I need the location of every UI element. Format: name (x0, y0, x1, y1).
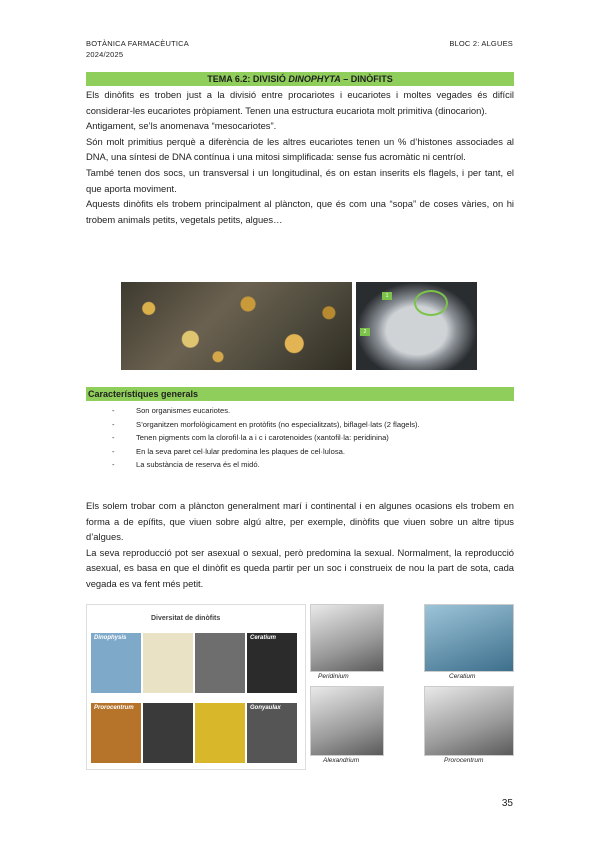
list-item: - La substància de reserva és el midó. (106, 458, 420, 472)
sem-label-2: 2 (360, 328, 370, 336)
sem-label-1: 1 (382, 292, 392, 300)
tile-image (143, 703, 193, 763)
tile-image (143, 633, 193, 693)
prorocentrum-caption: Prorocentrum (444, 757, 484, 764)
title-italic: DINOPHYTA (288, 74, 341, 84)
diversity-figure (86, 604, 306, 770)
list-item: - Son organismes eucariotes. (106, 404, 420, 418)
peridinium-image (310, 604, 384, 672)
course-name: BOTÀNICA FARMACÈUTICA (86, 39, 189, 48)
characteristics-list (106, 404, 420, 472)
block-header: BLOC 2: ALGUES (449, 39, 513, 48)
tile-dinophysis: Dinophysis (91, 633, 141, 693)
ceratium-image (424, 604, 514, 672)
title-prefix: TEMA 6.2: DIVISIÓ (207, 74, 289, 84)
ceratium-caption: Ceratium (449, 673, 476, 680)
intro-paragraph: Antigament, se’ls anomenava “mesocariotes”. (86, 120, 277, 132)
title-suffix: – DINÒFITS (340, 74, 393, 84)
list-item: - S’organitzen morfològicament en protòfits (no especialitzats), biflagel·lats (2 flagels). (106, 418, 420, 432)
diversity-title: Diversitat de dinòfits (151, 615, 221, 622)
peridinium-caption: Peridinium (318, 673, 349, 680)
page-title (86, 72, 514, 86)
body-paragraph: La seva reproducció pot ser asexual o sexual, però predomina la sexual. Normalment, la reproducció asexual, es basa en que el dinòfit es queda partir per un soc i construeix de nou la part de sota, cada vegada es va fent més petit. (86, 546, 514, 589)
alexandrium-caption: Alexandrium (323, 757, 360, 764)
intro-paragraph: Són molt primitius perquè a diferència de les altres eucariotes tenen un % d’histones associades al DNA, una síntesi de DNA contínua i una mitosi simplificada: sense fus acromàtic ni centríol. (86, 135, 514, 163)
intro-text (86, 87, 514, 227)
body-text (86, 498, 514, 592)
tile-image (195, 703, 245, 763)
intro-paragraph: Els dinòfits es troben just a la divisió entre procariotes i eucariotes i moltes vegades és difícil considerar-les eucariotes pròpiament. Tenen una estructura eucariota molt primitiva (dinocarion). (86, 89, 514, 116)
tile-prorocentrum: Prorocentrum (91, 703, 141, 763)
alexandrium-image (310, 686, 384, 756)
list-item: - Tenen pigments com la clorofil·la a i c i carotenoides (xantofil·la: peridinina) (106, 431, 420, 445)
tile-ceratium: Ceratium (247, 633, 297, 693)
plankton-micrograph (121, 282, 352, 370)
body-paragraph: Els solem trobar com a plàncton generalment marí i continental i en algunes ocasions els trobem en forma a de epífits, que viuen sobre algú altre, per exemple, dinòfits que viuen sobre un altre tipus d’algues. (86, 500, 514, 543)
dinoflagellate-sem-image (356, 282, 477, 370)
tile-image (195, 633, 245, 693)
list-item: - En la seva paret cel·lular predomina les plaques de cel·lulosa. (106, 445, 420, 459)
prorocentrum-image (424, 686, 514, 756)
intro-paragraph: També tenen dos socs, un transversal i un longitudinal, és on estan inserits els flagels, i per tant, el que aporta moviment. (86, 166, 514, 194)
sulcus-highlight (414, 290, 448, 316)
intro-paragraph: Aquests dinòfits els trobem principalment al plàncton, que és com una “sopa” de coses vàries, on hi trobem animals petits, vegetals petits, algues… (86, 198, 514, 225)
course-header (86, 38, 189, 60)
tile-gonyaulax: Gonyaulax (247, 703, 297, 763)
section-heading: Característiques generals (86, 387, 514, 401)
page-number: 35 (501, 798, 513, 809)
academic-year: 2024/2025 (86, 50, 124, 59)
